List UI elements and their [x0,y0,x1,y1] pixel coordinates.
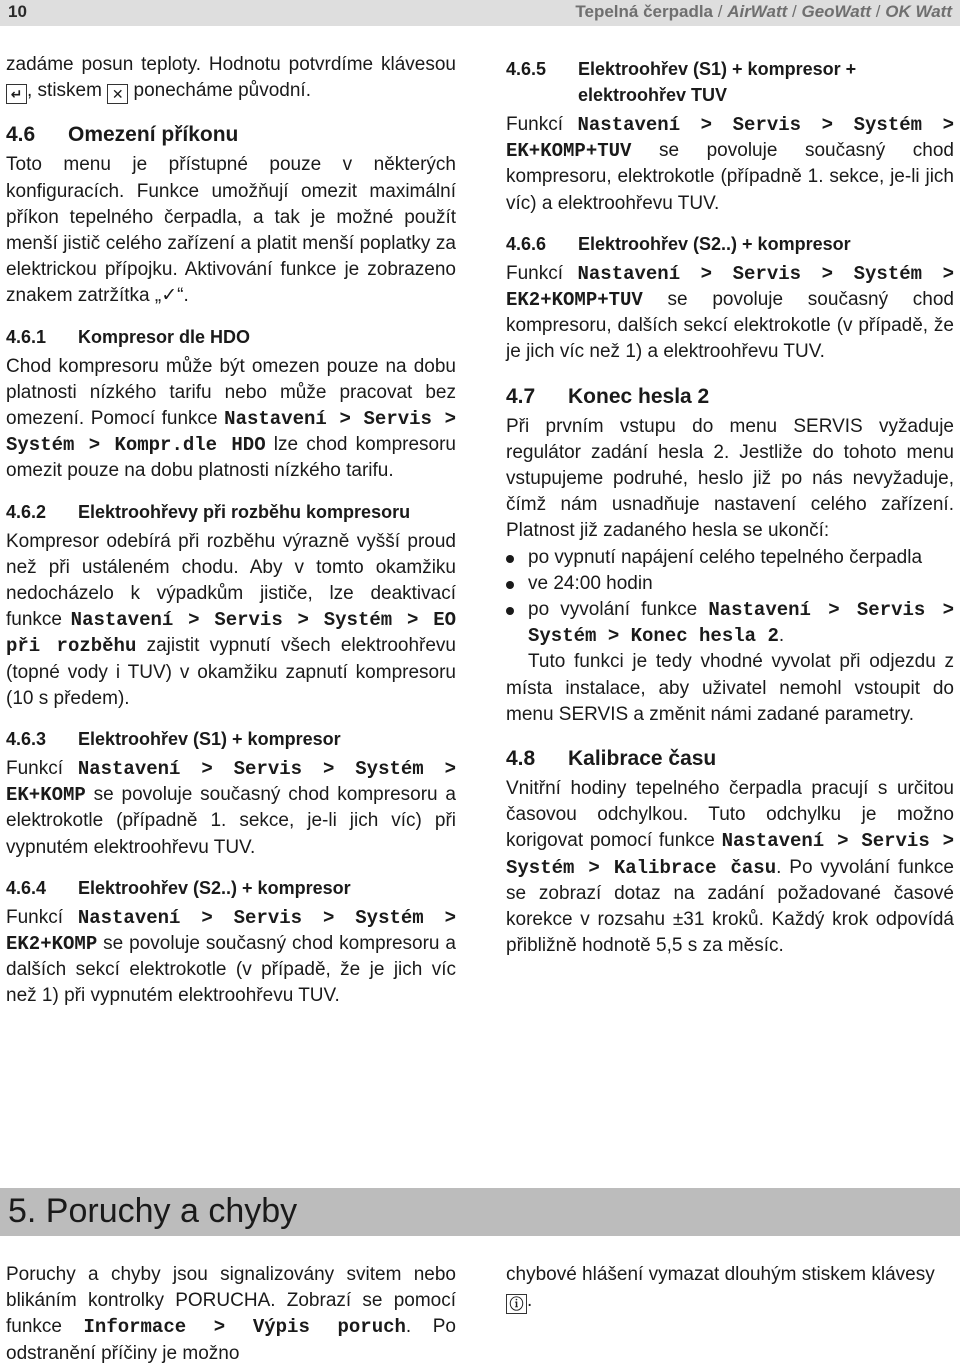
list-item: po vypnutí napájení celého tepelného čerpadla [506,545,954,571]
section-4-6-6-body [506,261,954,366]
section-title: Konec hesla 2 [568,384,710,408]
section-number: 4.8 [506,747,536,771]
menu-path: Nastavení > Servis > Systém > Konec hesla 2 [528,599,954,648]
page-header [0,0,960,26]
subsection-number: 4.6.2 [6,501,47,522]
section-4-6-5-body [506,112,954,217]
section-heading-4-8 [506,746,954,772]
subsection-title: Elektroohřev (S1) + kompresor + elektroohřev TUV [578,59,857,105]
chapter-heading-bar [0,1188,960,1236]
section-4-6-4-body [6,905,456,1010]
intro-text: zadáme posun teploty. Hodnotu potvrdíme klávesou [6,54,456,75]
intro-text: , stiskem [27,80,108,102]
body-text: . Po vyvolání funkce se zobrazí dotaz na zadání požadované časové korekce v rozsahu ±31 kroků. Každý krok odpovídá přibližně hodnotě 5,5 s za měsíc. [506,856,954,957]
body-text: se povoluje současný chod kompresoru, elektrokotle (případně 1. sekce, je-li jich víc) a elektroohřevu TUV. [506,140,954,214]
right-column [506,52,954,959]
section-4-6-2-body [6,529,456,712]
body-text: Funkcí [6,758,78,780]
body-text: . Po odstranění příčiny je možno [6,1316,456,1364]
body-text: chybové hlášení vymazat dlouhým stiskem klávesy [506,1264,935,1285]
running-title-prefix: Tepelná čerpadla [575,2,714,21]
menu-path: Nastavení > Servis > Systém > EK+KOMP [6,758,456,807]
checkmark-icon: ✓ [161,285,178,307]
subsection-heading-4-6-3 [6,726,456,752]
subsection-number: 4.6.1 [6,326,47,347]
section-number: 4.6 [6,123,36,147]
body-text: “. [177,285,189,307]
bullet-list [506,545,954,650]
title-separator: / [787,2,802,21]
body-text: zajistit vypnutí všech elektroohřevu (topné vody i TUV) v okamžiku zapnutí kompresoru (10 s předem). [6,635,457,709]
body-text: se povoluje současný chod kompresoru a dalších sekcí elektrokotle (v případě, že je jich víc než 1) při vypnutém elektroohřevu TUV. [6,933,456,1007]
menu-path: Nastavení > Servis > Systém > Kalibrace času [506,830,954,879]
body-text: Kompresor odebírá při rozběhu výrazně vyšší proud než při ustáleném chodu. Aby v tomto okamžiku nedocházelo k výpadkům jističe, lze deaktivací funkce [6,530,456,631]
cancel-key-icon: ✕ [107,84,128,104]
page-number: 10 [8,2,27,21]
list-item: ve 24:00 hodin [506,571,954,597]
chapter-title: 5. Poruchy a chyby [8,1192,298,1230]
section-4-7-body: Při prvním vstupu do menu SERVIS vyžaduje regulátor zadání hesla 2. Jestliže do tohoto menu vstupujeme podruhé, heslo již po nás nevyžaduje, čímž nám usnadňuje nastavení celého zařízení. Platnost již zadaného hesla se ukončí: [506,415,954,542]
intro-paragraph [6,52,456,104]
body-text: Toto menu je přístupné pouze v některých konfiguracích. Funkce umožňují omezit maximální příkon tepelného čerpadla, a tak je možné použít menší jistič celého zařízení a platit menší poplatky za elektrickou přípojku. Aktivování funkce je zobrazeno znakem zatržítka „ [6,154,456,307]
subsection-number: 4.6.3 [6,729,47,750]
subsection-number: 4.6.4 [6,877,47,898]
menu-path: Nastavení > Servis > Systém > EK2+KOMP [6,906,456,956]
menu-path: Nastavení > Servis > Systém > EK+KOMP+TUV [506,114,954,163]
subsection-title: Elektroohřev (S2..) + kompresor [578,233,851,254]
chapter-5-right-text [506,1262,954,1314]
subsection-heading-4-6-2 [6,499,456,525]
list-item [506,597,954,649]
body-text: Chod kompresoru může být omezen pouze na dobu platnosti nízkého tarifu nebo může pracovat bez omezení. Pomocí funkce [6,355,456,430]
title-separator: / [713,2,728,21]
body-text: Funkcí [506,262,578,284]
section-title: Omezení příkonu [68,123,239,147]
menu-path: Informace > Výpis poruch [83,1316,406,1339]
running-title [575,2,952,22]
brand-airwatt: AirWatt [727,2,788,21]
body-text: lze chod kompresoru omezit pouze na dobu platnosti nízkého tarifu. [6,434,456,482]
section-4-6-3-body [6,756,456,861]
body-text: Funkcí [6,906,78,928]
body-text: se povoluje současný chod kompresoru a elektrokotle (případně 1. sekce, je-li jich víc) při vypnutém elektroohřevu TUV. [6,784,456,858]
body-text: se povoluje současný chod kompresoru, dalších sekcí elektrokotle (v případě, že je jich víc než 1) a elektroohřevu TUV. [506,289,954,363]
section-heading-4-7 [506,384,954,410]
subsection-number: 4.6.6 [506,233,547,254]
section-number: 4.7 [506,384,536,408]
section-4-6-body [6,152,456,309]
body-text: Poruchy a chyby jsou signalizovány svitem nebo blikáním kontrolky PORUCHA. Zobrazí se pomocí funkce [6,1264,456,1338]
section-4-6-1-body [6,354,456,485]
body-text: . [778,625,785,647]
info-key-icon: ⓘ [506,1294,527,1314]
section-heading-4-6 [6,122,456,148]
body-text: Vnitřní hodiny tepelného čerpadla pracují s určitou časovou odchylkou. Tuto odchylku je možno korigovat pomocí funkce [506,778,954,852]
menu-path: Nastavení > Servis > Systém > EO při rozběhu [6,609,456,658]
subsection-number: 4.6.5 [506,59,547,79]
enter-key-icon: ↵ [6,84,27,104]
left-column [6,52,456,1010]
section-4-7-after: Tuto funkci je tedy vhodné vyvolat při odjezdu z místa instalace, aby uživatel nemohl vstoupit do menu SERVIS a změnit námi zadané parametry. [506,651,954,725]
subsection-title: Kompresor dle HDO [78,326,251,347]
subsection-title: Elektroohřev (S2..) + kompresor [78,877,351,898]
body-text: po vyvolání funkce [528,599,709,621]
chapter-5-paragraph-cont [506,1262,954,1314]
chapter-5-left-text [6,1262,456,1367]
brand-okwatt: OK Watt [885,2,952,21]
menu-path: Nastavení > Servis > Systém > Kompr.dle HDO [6,408,456,457]
intro-text: ponecháme původní. [128,80,311,102]
subsection-title: Elektroohřevy při rozběhu kompresoru [78,501,411,522]
subsection-heading-4-6-4 [6,875,456,901]
subsection-heading-4-6-6 [506,231,954,257]
section-4-8-body [506,776,954,959]
subsection-title: Elektroohřev (S1) + kompresor [78,729,341,750]
section-title: Kalibrace času [568,747,717,771]
body-text: Funkcí [506,114,578,135]
chapter-5-paragraph [6,1262,456,1367]
subsection-heading-4-6-5 [506,56,954,108]
brand-geowatt: GeoWatt [801,2,872,21]
body-text: . [527,1290,533,1312]
menu-path: Nastavení > Servis > Systém > EK2+KOMP+TUV [506,262,954,312]
subsection-heading-4-6-1 [6,324,456,350]
title-separator: / [871,2,886,21]
